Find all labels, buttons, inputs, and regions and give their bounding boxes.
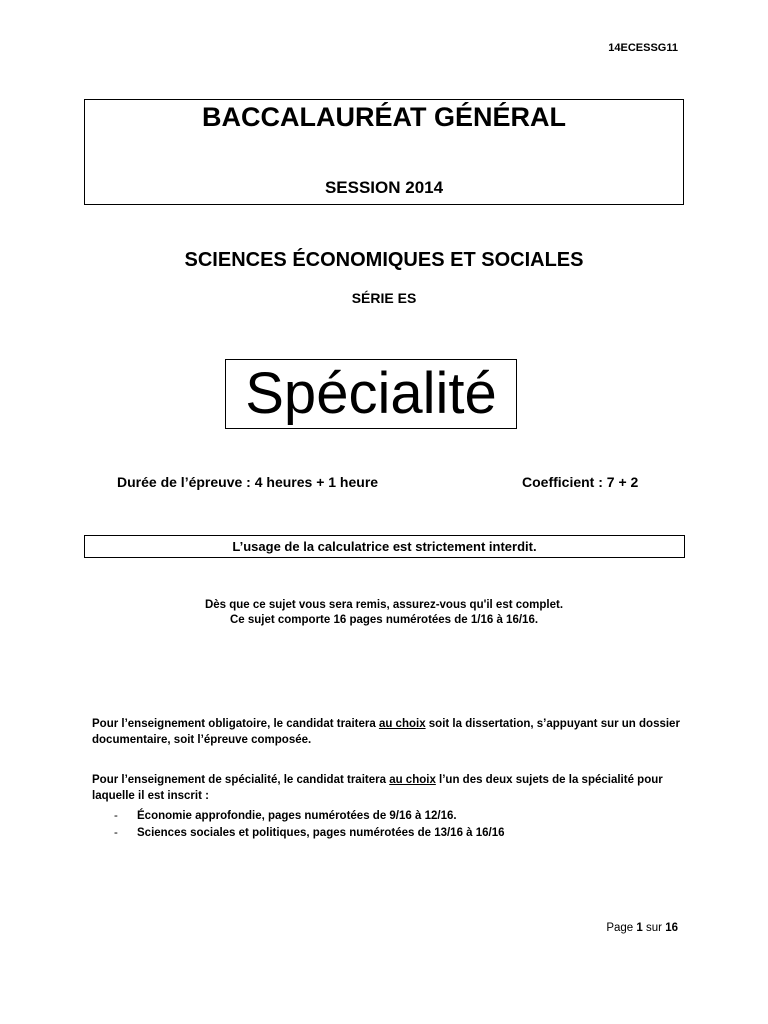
notice-line-1: Dès que ce sujet vous sera remis, assurez-vous qu'il est complet. (204, 599, 564, 611)
completeness-notice (0, 598, 768, 628)
exam-coefficient: Coefficient : 7 + 2 (522, 474, 639, 490)
subject-title: SCIENCES ÉCONOMIQUES ET SOCIALES (184, 249, 584, 271)
list-item (92, 826, 682, 841)
list-item-text: Sciences sociales et politiques, pages numérotées de 13/16 à 16/16 (137, 827, 505, 839)
current-page: 1 (636, 922, 643, 934)
para1-au-choix: au choix (378, 718, 426, 730)
page-number (606, 922, 678, 934)
exam-session: SESSION 2014 (324, 178, 444, 197)
notice-line-2: Ce sujet comporte 16 pages numérotées de 1/16 à 16/16. (229, 614, 539, 626)
specialty-box (225, 359, 517, 429)
para2-text-after: l’un des deux sujets de la spécialité pour laquelle il est inscrit : (92, 774, 663, 802)
specialty-label: Spécialité (245, 361, 497, 426)
para1-text-before: Pour l’enseignement obligatoire, le candidat traitera (92, 718, 379, 730)
list-bullet: - (114, 827, 118, 839)
para2-text-before: Pour l’enseignement de spécialité, le candidat traitera (92, 774, 390, 786)
exam-duration: Durée de l’épreuve : 4 heures + 1 heure (117, 474, 379, 490)
serie-label: SÉRIE ES (351, 290, 417, 306)
calculator-notice-box (84, 535, 685, 558)
document-code: 14ECESSG11 (608, 42, 678, 54)
page-word: Page (606, 922, 634, 934)
para1-text-after: soit la dissertation, s’appuyant sur un dossier documentaire, soit l’épreuve composée. (92, 718, 680, 746)
sur-word: sur (646, 922, 662, 934)
title-box (84, 99, 684, 205)
calculator-notice: L’usage de la calculatrice est strictement interdit. (232, 539, 537, 554)
total-pages: 16 (665, 922, 678, 934)
exam-title: BACCALAURÉAT GÉNÉRAL (202, 102, 566, 132)
instructions-obligatoire (92, 716, 682, 748)
list-item-text: Économie approfondie, pages numérotées de 9/16 à 12/16. (137, 810, 457, 822)
specialty-subject-list (92, 809, 682, 843)
instructions-specialite (92, 772, 682, 804)
list-bullet: - (114, 810, 118, 822)
para2-au-choix: au choix (389, 774, 436, 786)
list-item (92, 809, 682, 824)
